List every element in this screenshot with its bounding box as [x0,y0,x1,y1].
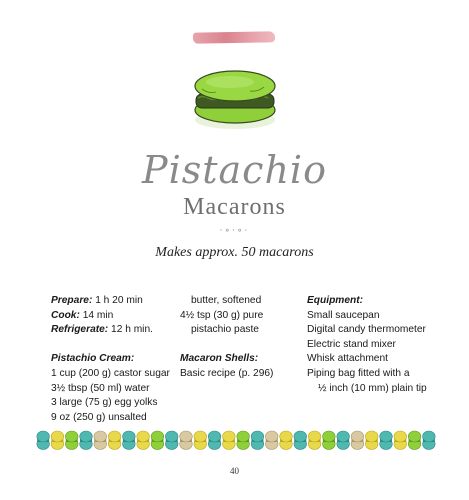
mini-macaron [151,431,164,450]
mini-macaron [194,431,207,450]
equipment-item: ½ inch (10 mm) plain tip [318,382,427,394]
macaron-shells-heading: Macaron Shells: [180,353,259,365]
mini-macaron [308,431,321,450]
column-times-cream [51,294,170,425]
prepare-value: 1 h 20 min [95,295,143,306]
macaron-border-decoration [36,428,436,452]
mini-macaron [323,431,336,450]
mini-macaron [237,431,250,450]
title-ornament: ·∘·∘· [219,226,250,236]
shells-item: Basic recipe (p. 296) [180,367,274,379]
cook-line [51,309,170,324]
ingredient-item: pistachio paste [191,324,259,336]
equipment-heading: Equipment: [307,295,364,306]
column-equipment [307,294,427,396]
mini-macaron [165,431,178,450]
mini-macaron [380,431,393,450]
ingredient-item: 4½ tsp (30 g) pure [180,309,264,321]
ingredient-item: 9 oz (250 g) unsalted [51,411,147,423]
mini-macaron [123,431,136,450]
cook-label: Cook: [51,309,80,321]
pistachio-cream-heading: Pistachio Cream: [51,353,135,365]
mini-macaron [294,431,307,450]
mini-macaron [80,431,93,450]
mini-macaron [251,431,264,450]
mini-macaron [394,431,407,450]
equipment-item: Digital candy thermometer [307,324,426,336]
mini-macaron [351,431,364,450]
pink-ribbon-decoration [193,31,275,43]
equipment-item: Electric stand mixer [307,338,396,350]
yield-note: Makes approx. 50 macarons [155,245,314,260]
mini-macaron [37,431,50,450]
page-number: 40 [230,466,239,476]
mini-macaron [365,431,378,450]
pistachio-macaron-illustration [180,58,290,138]
mini-macaron [337,431,350,450]
mini-macaron [265,431,278,450]
mini-macaron [408,431,421,450]
ingredient-item: 3 large (75 g) egg yolks [51,397,158,409]
equipment-item: Piping bag fitted with a [307,367,410,379]
mini-macaron [137,431,150,450]
mini-macaron [94,431,107,450]
equipment-item: Whisk attachment [307,353,388,365]
mini-macaron [180,431,193,450]
column-cream-shells [180,294,273,382]
mini-macaron [51,431,64,450]
refrigerate-line [51,323,170,338]
ingredient-item: butter, softened [191,295,262,306]
mini-macaron [223,431,236,450]
mini-macaron [280,431,293,450]
mini-macaron [65,431,78,450]
refrigerate-value: 12 h min. [111,324,153,336]
prepare-label: Prepare: [51,295,93,306]
recipe-title: Pistachio [142,148,327,192]
recipe-subtitle: Macarons [183,194,286,220]
mini-macaron [423,431,436,450]
prepare-line [51,294,170,309]
cook-value: 14 min [82,309,114,321]
mini-macaron [108,431,121,450]
equipment-item: Small saucepan [307,309,380,321]
mini-macaron [208,431,221,450]
ingredient-item: 3½ tbsp (50 ml) water [51,382,150,394]
refrigerate-label: Refrigerate: [51,324,109,336]
ingredient-item: 1 cup (200 g) castor sugar [51,367,170,379]
